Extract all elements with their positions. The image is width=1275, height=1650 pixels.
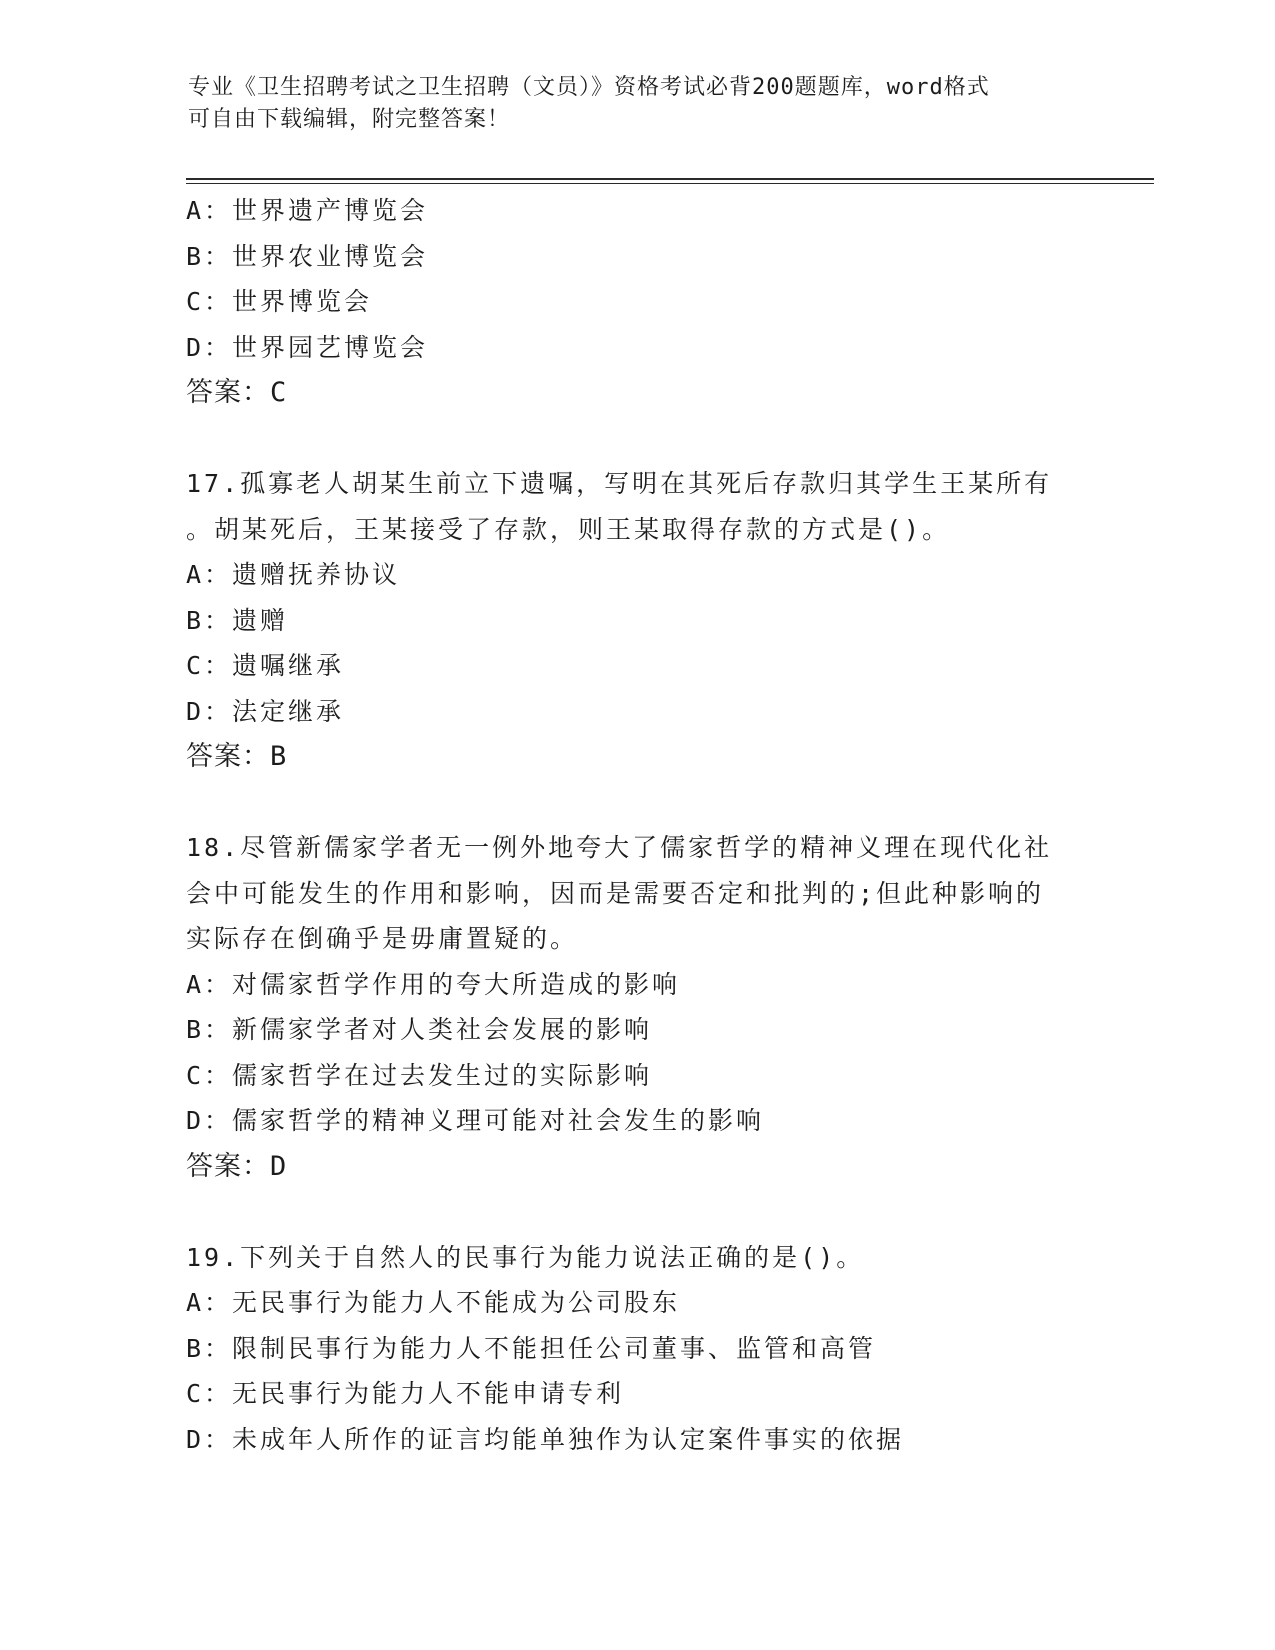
option-d: D：儒家哲学的精神义理可能对社会发生的影响 (186, 1106, 765, 1135)
question-text-line: 17.孤寡老人胡某生前立下遗嘱，写明在其死后存款归其学生王某所有 (186, 469, 1053, 498)
document-header (188, 72, 1068, 136)
option-c: C：世界博览会 (186, 287, 373, 316)
answer-line: 答案：B (186, 741, 288, 772)
option-a: A：世界遗产博览会 (186, 196, 429, 225)
question-list (186, 188, 1086, 1462)
option-a: A：遗赠抚养协议 (186, 560, 401, 589)
header-line-2: 可自由下载编辑，附完整答案！ (188, 107, 511, 132)
option-c: C：儒家哲学在过去发生过的实际影响 (186, 1060, 653, 1090)
option-d: D：法定继承 (186, 696, 345, 726)
option-c: C：遗嘱继承 (186, 651, 345, 680)
question-text-line: 实际存在倒确乎是毋庸置疑的。 (186, 924, 579, 953)
question-text-line: 19.下列关于自然人的民事行为能力说法正确的是()。 (186, 1242, 865, 1272)
question-text-line: 会中可能发生的作用和影响，因而是需要否定和批判的;但此种影响的 (186, 878, 1045, 908)
spacer (186, 780, 1086, 826)
option-a: A：无民事行为能力人不能成为公司股东 (186, 1288, 681, 1317)
option-b: B：限制民事行为能力人不能担任公司董事、监管和高管 (186, 1333, 877, 1363)
answer-line: 答案：C (186, 377, 288, 408)
option-d: D：世界园艺博览会 (186, 332, 429, 362)
option-b: B：新儒家学者对人类社会发展的影响 (186, 1015, 653, 1044)
question-17 (186, 461, 1086, 780)
question-text-line: 18.尽管新儒家学者无一例外地夸大了儒家哲学的精神义理在现代化社 (186, 833, 1053, 862)
header-rule-thick (186, 178, 1154, 180)
answer-line: 答案：D (186, 1150, 288, 1182)
question-16 (186, 188, 1086, 416)
option-d: D：未成年人所作的证言均能单独作为认定案件事实的依据 (186, 1424, 905, 1454)
header-rule-thin (186, 183, 1154, 184)
question-text-line: 。胡某死后，王某接受了存款，则王某取得存款的方式是()。 (186, 514, 951, 544)
option-a: A：对儒家哲学作用的夸大所造成的影响 (186, 969, 681, 999)
spacer (186, 1189, 1086, 1235)
option-b: B：遗赠 (186, 605, 289, 635)
spacer (186, 416, 1086, 462)
option-c: C：无民事行为能力人不能申请专利 (186, 1379, 625, 1408)
question-18 (186, 825, 1086, 1189)
header-line-1: 专业《卫生招聘考试之卫生招聘（文员）》资格考试必背200题题库，word格式 (188, 75, 990, 100)
option-b: B：世界农业博览会 (186, 241, 429, 271)
question-19 (186, 1235, 1086, 1463)
